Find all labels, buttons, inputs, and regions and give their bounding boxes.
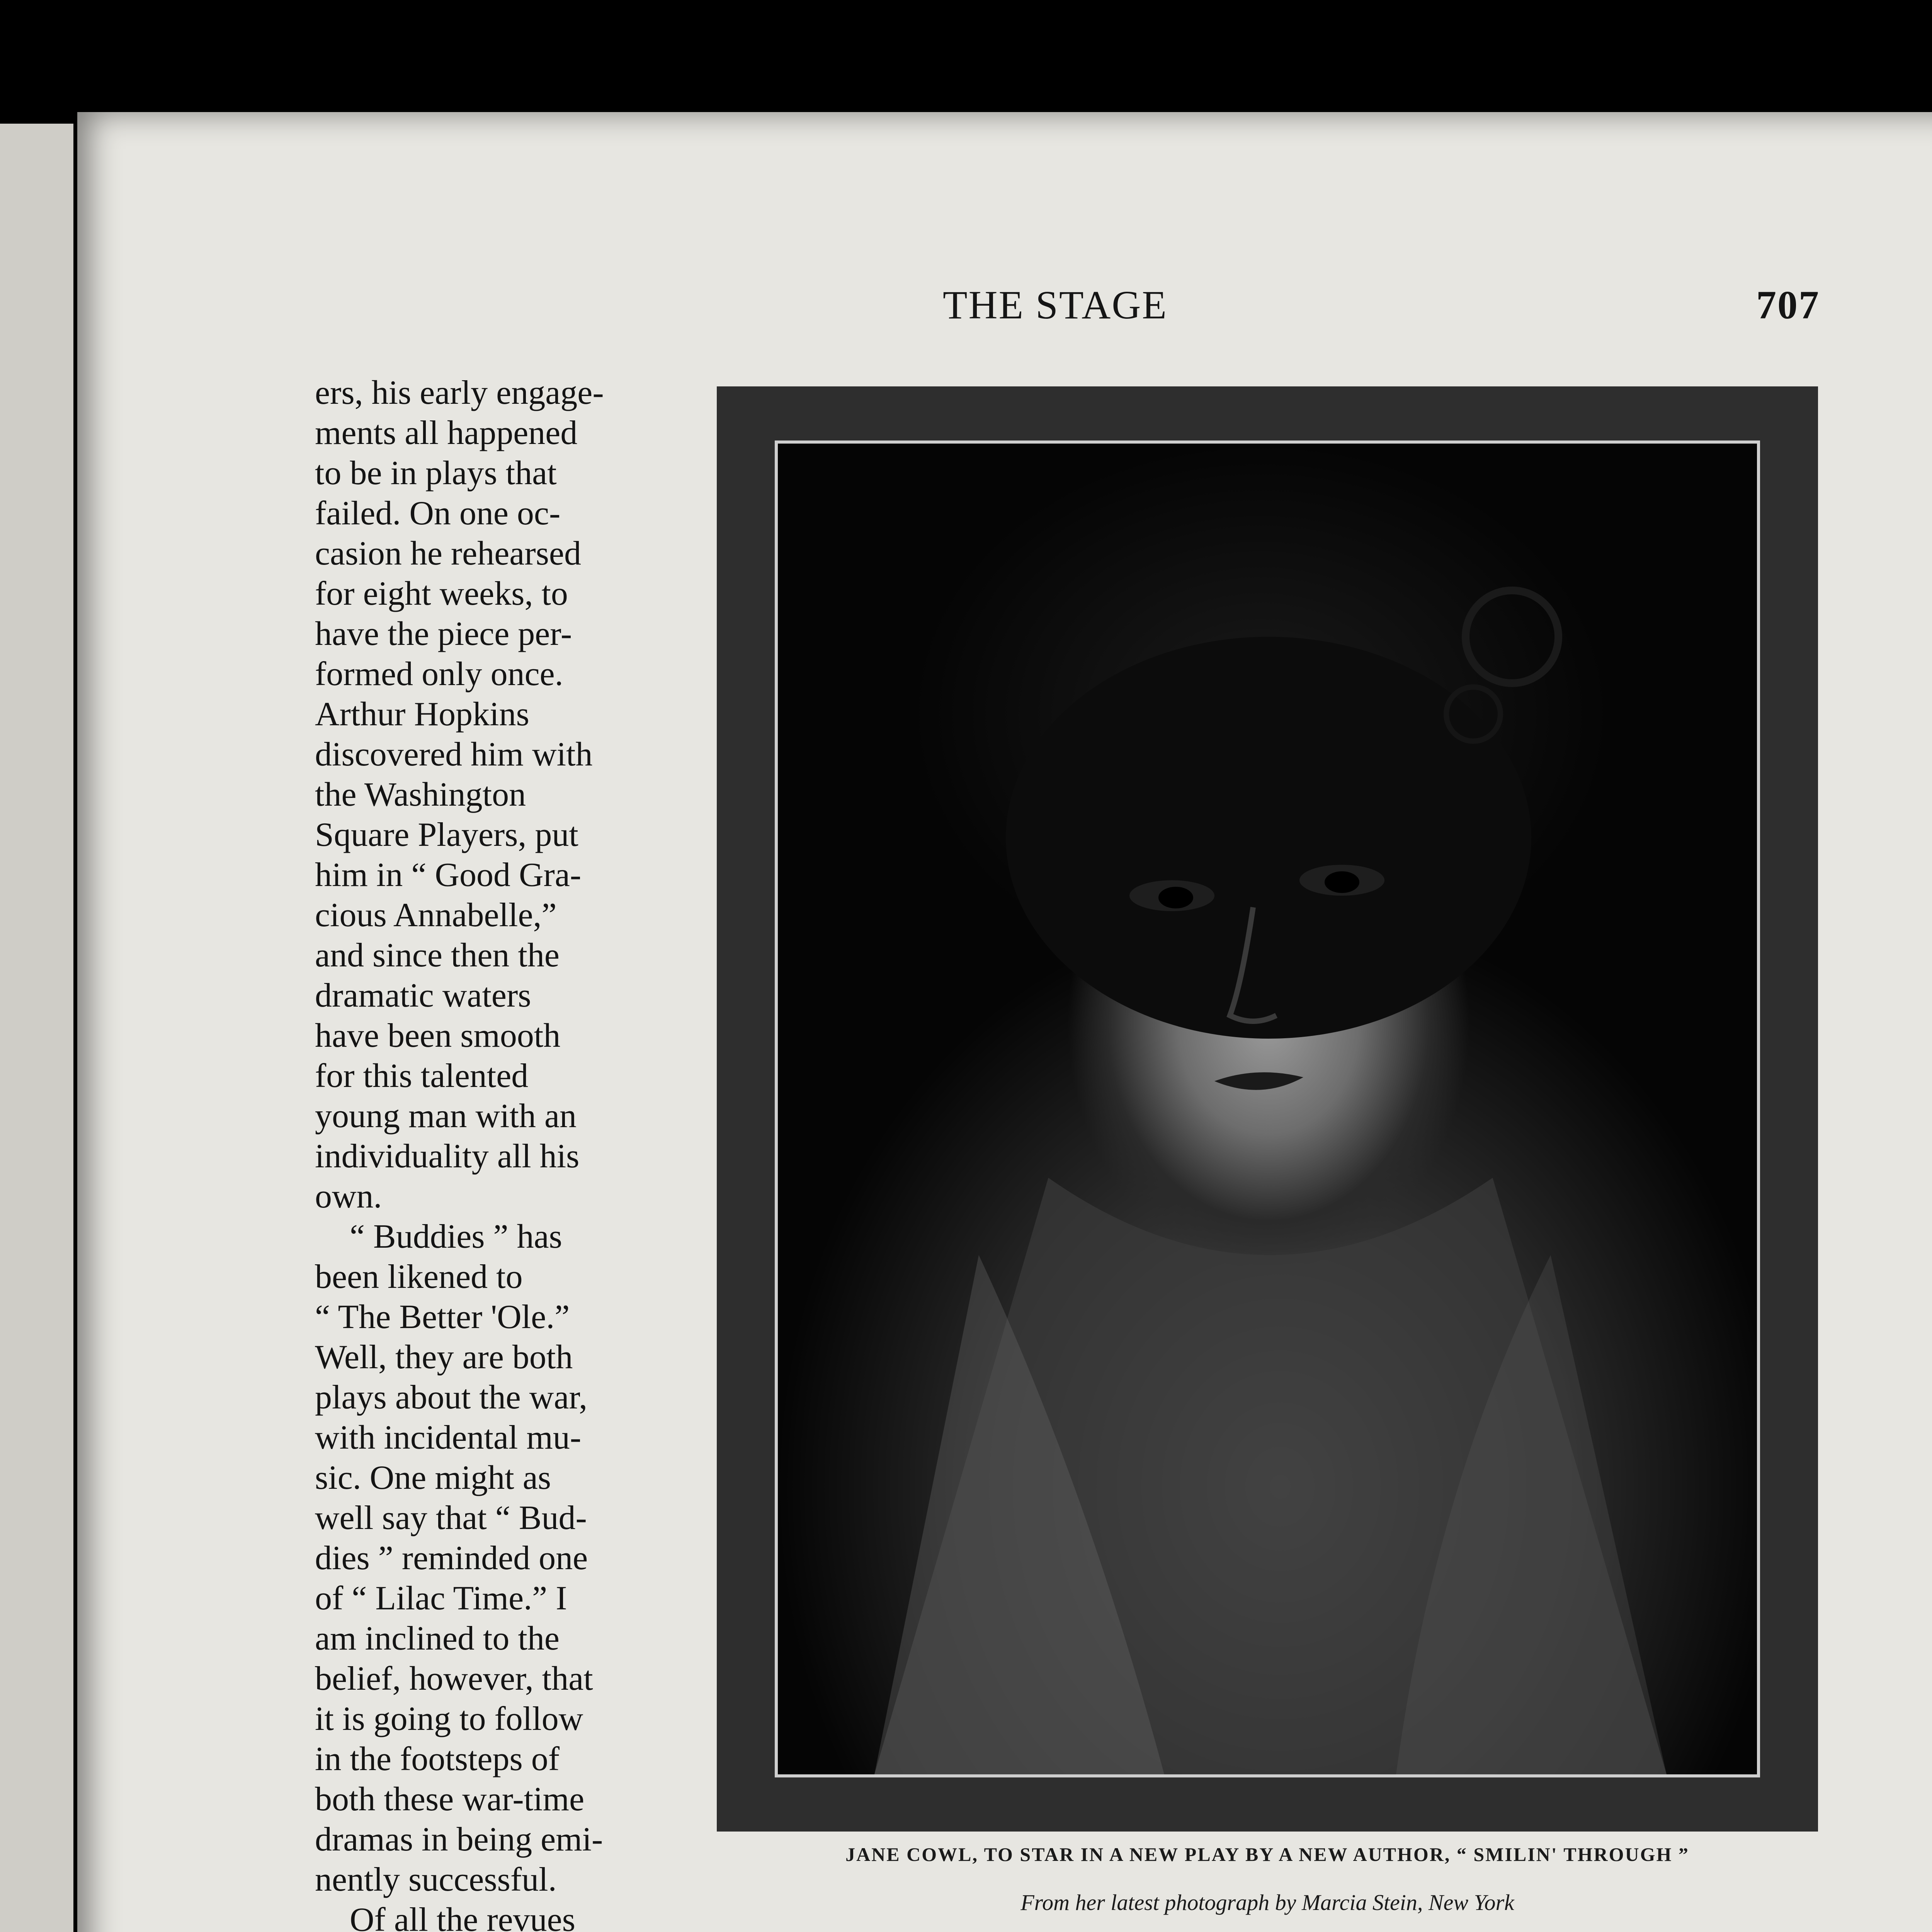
text-line: the Washington [315, 776, 526, 813]
previous-page-edge [0, 124, 73, 1932]
text-line: belief, however, that [315, 1660, 593, 1697]
text-line: Arthur Hopkins [315, 696, 529, 733]
text-line: sic. One might as [315, 1459, 551, 1497]
page-number: 707 [1756, 283, 1820, 327]
text-line: “ The Better 'Ole.” [315, 1298, 570, 1336]
text-line: Square Players, put [315, 816, 578, 854]
portrait-photo [775, 440, 1760, 1777]
text-line: ments all happened [315, 414, 578, 452]
text-line: individuality all his [315, 1138, 580, 1175]
text-line: am inclined to the [315, 1620, 560, 1657]
text-line: him in “ Good Gra- [315, 856, 582, 894]
text-line: dramas in being emi- [315, 1821, 603, 1858]
text-line: it is going to follow [315, 1700, 583, 1738]
text-line: for this talented [315, 1057, 529, 1095]
narrow-text-column [315, 373, 668, 1932]
text-line: have the piece per- [315, 615, 572, 653]
photo-credit: From her latest photograph by Marcia Stein, New York [1020, 1890, 1514, 1915]
text-line: “ Buddies ” has [350, 1218, 562, 1255]
text-line: been likened to [315, 1258, 523, 1296]
text-line: for eight weeks, to [315, 575, 568, 612]
text-line: plays about the war, [315, 1379, 588, 1416]
text-line: casion he rehearsed [315, 535, 581, 572]
text-line: with incidental mu- [315, 1419, 582, 1456]
text-line: Well, they are both [315, 1338, 573, 1376]
text-line: cious Annabelle,” [315, 896, 557, 934]
text-line: discovered him with [315, 736, 593, 773]
text-line: failed. On one oc- [315, 495, 561, 532]
text-line: in the footsteps of [315, 1740, 560, 1778]
running-head: THE STAGE [943, 283, 1168, 327]
text-line: have been smooth [315, 1017, 561, 1054]
text-line: own. [315, 1178, 382, 1215]
text-line: Of all the revues [350, 1901, 575, 1932]
text-line: and since then the [315, 937, 560, 974]
text-line: well say that “ Bud- [315, 1499, 587, 1537]
portrait-illustration [778, 444, 1757, 1774]
text-line: to be in plays that [315, 454, 557, 492]
text-line: both these war-time [315, 1781, 585, 1818]
text-line: formed only once. [315, 655, 563, 693]
text-line: nently successful. [315, 1861, 557, 1898]
text-line: ers, his early engage- [315, 374, 604, 412]
text-line: dies ” reminded one [315, 1539, 588, 1577]
text-line: young man with an [315, 1097, 577, 1135]
photo-caption: JANE COWL, TO STAR IN A NEW PLAY BY A NEW AUTHOR, “ SMILIN' THROUGH ” [845, 1844, 1689, 1865]
text-line: dramatic waters [315, 977, 531, 1014]
portrait-photo-frame [717, 386, 1818, 1832]
text-line: of “ Lilac Time.” I [315, 1580, 567, 1617]
